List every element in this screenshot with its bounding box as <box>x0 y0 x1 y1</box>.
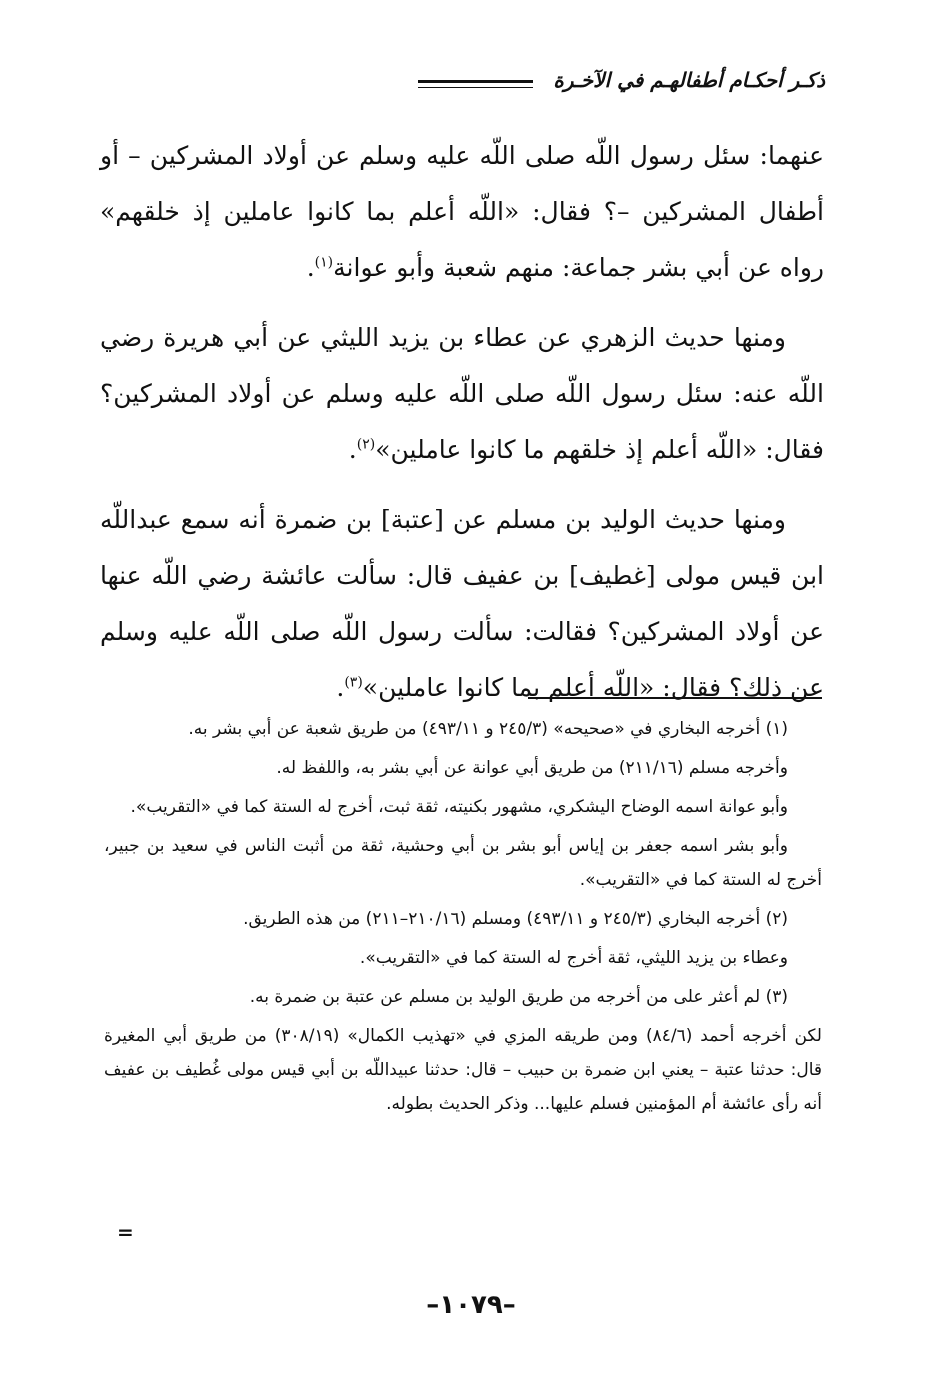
page-number: –١٠٧٩– <box>426 1290 516 1320</box>
footnote: (١) أخرجه البخاري في «صحيحه» (٢٤٥/٣ و ٤٩٣/١١) من طريق شعبة عن أبي بشر به. <box>188 719 788 739</box>
continuation-mark: = <box>117 1220 134 1244</box>
paragraph-end: . <box>306 253 315 282</box>
footnote-ref: (١) <box>314 254 334 271</box>
paragraph-end: . <box>336 673 345 702</box>
footnote-ref: (٢) <box>356 436 376 453</box>
paragraph <box>100 492 824 716</box>
paragraph <box>100 310 824 478</box>
footnote-ref: (٣) <box>344 674 363 691</box>
footnote: وأبو بشر اسمه جعفر بن إياس أبو بشر بن أبي وحشية، ثقة من أثبت الناس في سعيد بن جبير، أخرج له الستة كما في «التقريب». <box>104 836 822 890</box>
footnote: وعطاء بن يزيد الليثي، ثقة أخرج له الستة كما في «التقريب». <box>359 948 788 968</box>
running-header <box>105 68 825 108</box>
paragraph-end: . <box>348 435 357 464</box>
paragraph-text: ومنها حديث الوليد بن مسلم عن [عتبة] بن ضمرة أنه سمع عبداللّه ابن قيس مولى [غطيف] بن عفيف قال: سألت عائشة رضي اللّه عنها عن أولاد المشركين؟ فقالت: سألت رسول اللّه صلى اللّه عليه وسلم عن ذلك؟ فقال: «اللّه أعلم بما كانوا عاملين» <box>100 505 824 702</box>
main-text <box>100 128 824 730</box>
paragraph-text: عنهما: سئل رسول اللّه صلى اللّه عليه وسلم عن أولاد المشركين – أو أطفال المشركين –؟ فقال: «اللّه أعلم بما كانوا عاملين إذ خلقهم» رواه عن أبي بشر جماعة: منهم شعبة وأبو عوانة <box>100 141 824 282</box>
footnote: لكن أخرجه أحمد (٨٤/٦) ومن طريقه المزي في «تهذيب الكمال» (٣٠٨/١٩) من طريق أبي المغيرة قال: حدثنا عتبة – يعني ابن ضمرة بن حبيب – قال: حدثنا عبيداللّه بن أبي قيس مولى غُطيف بن عفيف أنه رأى عائشة أم المؤمنين فسلم عليها... وذكر الحديث بطوله. <box>104 1026 822 1114</box>
footnote-separator <box>528 697 822 699</box>
paragraph <box>100 128 824 296</box>
paragraph-text: ومنها حديث الزهري عن عطاء بن يزيد الليثي عن أبي هريرة رضي اللّه عنه: سئل رسول اللّه صلى اللّه عليه وسلم عن أولاد المشركين؟ فقال: «اللّه أعلم إذ خلقهم ما كانوا عاملين» <box>100 323 824 464</box>
footnote: (٢) أخرجه البخاري (٢٤٥/٣ و ٤٩٣/١١) ومسلم (٢١٠/١٦–٢١١) من هذه الطريق. <box>243 909 788 929</box>
header-double-rule <box>418 80 533 92</box>
header-title: ذكـر أحكـام أطفالهـم في الآخـرة <box>553 68 825 92</box>
footnote: وأبو عوانة اسمه الوضاح اليشكري، مشهور بكنيته، ثقة ثبت، أخرج له الستة كما في «التقريب». <box>130 797 788 817</box>
footnotes <box>104 712 822 1126</box>
footnote: وأخرجه مسلم (٢١١/١٦) من طريق أبي عوانة عن أبي بشر به، واللفظ له. <box>276 758 788 778</box>
footnote: (٣) لم أعثر على من أخرجه من طريق الوليد بن مسلم عن عتبة بن ضمرة به. <box>249 987 788 1007</box>
